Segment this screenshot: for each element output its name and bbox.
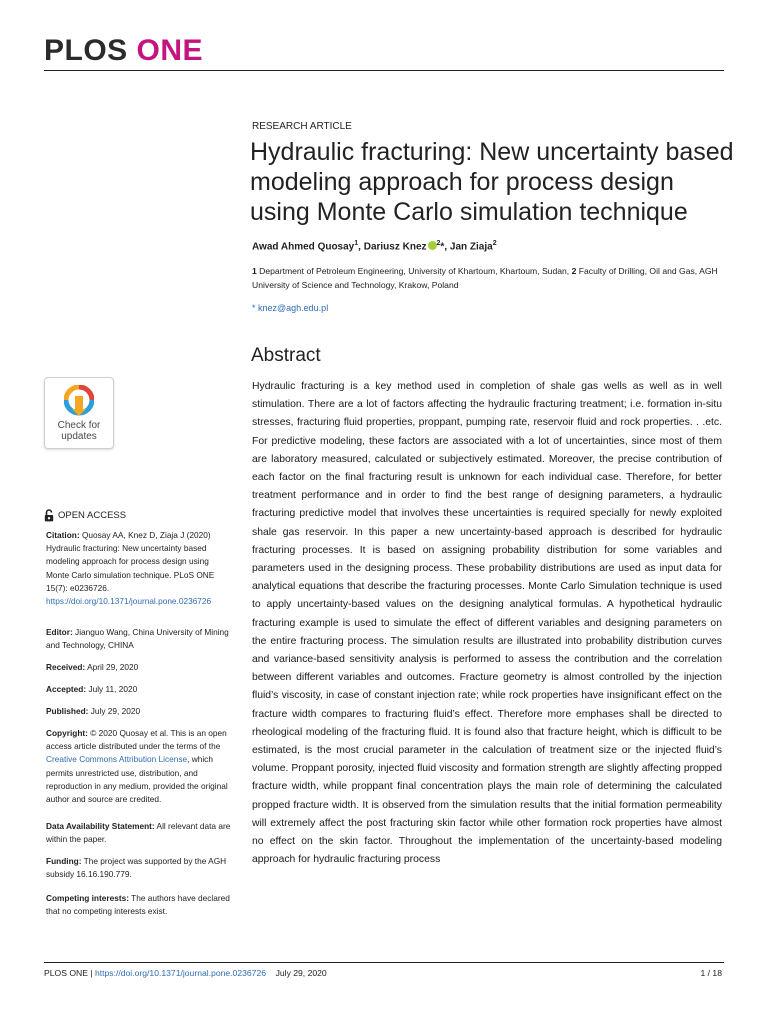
author-affil-sup: 2 xyxy=(436,240,441,247)
footer-doi-link[interactable]: https://doi.org/10.1371/journal.pone.0236726 xyxy=(94,968,267,978)
corresponding-mark: * xyxy=(440,241,445,253)
open-access-text: OPEN ACCESS xyxy=(58,510,127,521)
funding-label: Funding: xyxy=(46,856,82,866)
page-number: 1 / 18 xyxy=(700,968,722,978)
citation-block xyxy=(46,529,232,608)
footer-rule xyxy=(44,962,724,963)
received-text: April 29, 2020 xyxy=(87,662,139,672)
footer-journal: PLOS ONE | xyxy=(44,968,95,978)
affil-number: 1 xyxy=(252,266,257,276)
citation-doi-link[interactable]: https://doi.org/10.1371/journal.pone.0236726 xyxy=(46,596,212,607)
check-for-updates-badge[interactable] xyxy=(44,377,114,449)
data-availability-block xyxy=(46,820,232,846)
author-name[interactable]: Awad Ahmed Quosay xyxy=(252,241,355,253)
author-name[interactable]: Jan Ziaja xyxy=(449,241,493,253)
orcid-icon[interactable] xyxy=(428,241,437,250)
accepted-text: July 11, 2020 xyxy=(88,684,138,694)
received-block xyxy=(46,661,232,674)
competing-label: Competing interests: xyxy=(46,893,129,903)
license-link[interactable]: Creative Commons Attribution License xyxy=(46,754,188,765)
citation-text: Quosay AA, Knez D, Ziaja J (2020) Hydraulic fracturing: New uncertainty based modeling approach for process design using Monte Carlo simulation technique. PLoS ONE 15(7): e0236726. xyxy=(46,530,215,593)
author-list: Awad Ahmed Quosay$^1$, Dariusz Knez $^2$*, Jan Ziaja$^2$ xyxy=(252,240,497,253)
published-block xyxy=(46,705,232,718)
journal-logo xyxy=(44,34,203,68)
badge-line2: updates xyxy=(61,431,97,442)
page-footer xyxy=(44,968,327,978)
affiliations xyxy=(252,264,722,292)
competing-text: The authors have declared that no competing interests exist. xyxy=(46,893,230,917)
article-title: Hydraulic fracturing: New uncertainty based modeling approach for process design using Monte Carlo simulation technique xyxy=(250,138,734,226)
copyright-block xyxy=(46,727,232,806)
article-type: RESEARCH ARTICLE xyxy=(252,121,352,132)
citation-label: Citation: xyxy=(46,530,80,540)
copyright-text: © 2020 Quosay et al. This is an open access article distributed under the terms of the xyxy=(46,728,227,752)
accepted-label: Accepted: xyxy=(46,684,87,694)
badge-label xyxy=(45,420,113,442)
footer-date: July 29, 2020 xyxy=(275,968,327,978)
abstract-heading: Abstract xyxy=(251,345,321,366)
copyright-text-cont: , which permits unrestricted use, distribution, and reproduction in any medium, provided the original author and source are credited. xyxy=(46,754,228,805)
accepted-block xyxy=(46,683,232,696)
abstract-text: Hydraulic fracturing is a key method used in completion of shale gas wells as well as in well stimulation. There are a lot of factors affecting the hydraulic fracturing treatment; i.e. formation in-situ stresses, fracturing fluid properties, proppant, pumping rate, reservoir fluid and rock properties. . .etc. For predictive modeling, these factors are associated with a lot of uncertainties, since most of them are laboratory measured, calculated or subjectively estimated. Moreover, the precise contribution of each factor on the final fracturing result is unknown for each individual case. Therefore, for better treatment performance and in order to find the best range of designing parameters, a hydraulic fracturing predictive model that involves these uncertainties is required specially for newly exploited shale gas reservoir. In this paper a new uncertainty-based approach is described for hydraulic fracturing processes. It is based on assigning probability distribution for some variables and parameters used in the designing process. These probability distributions are used as input data for analytical equations that describe the fracturing processes. Monte Carlo Simulation technique is used to apply uncertainty-based values on the designing analytical formulas. A hypothetical hydraulic fracturing example is used to simulate the effect of different variables and designing parameters on the entire fracturing process. The simulation results are illustrated into probability distribution curves and variance-based sensitivity analysis is performed to assess the contribution and the correlation between different variables and outcomes. Fracture geometry is almost controlled by the injection fluid’s viscosity, in case of constant injection rate; while rock properties have insignificant effect on the fracture width compares to fracturing fluid’s effect. Therefore more emphases shall be directed to rheological modeling of the fracturing fluid. It is found also that fracture height, which is difficult to be estimated, is the most crucial parameter in the calculation of treatment size or the injected fluid’s volume. Proppant porosity, injected fluid viscosity and formation strength are slightly affecting propped fracture width, while proppant final concentration plays the main role of determining the calculated propped fracture width. It is observed from the simulation results that the initial formation permeability will extremely affect the post fracturing skin factor while other formation rock properties have almost no effect on the skin factor. Throughout the implementation of the uncertainty-based modeling approach for hydraulic fracturing process xyxy=(252,381,722,866)
affil-text: Department of Petroleum Engineering, University of Khartoum, Khartoum, Sudan, xyxy=(259,266,570,276)
badge-line1: Check for xyxy=(57,420,101,431)
author-name[interactable]: Dariusz Knez xyxy=(363,241,427,253)
open-lock-icon xyxy=(44,509,54,522)
received-label: Received: xyxy=(46,662,86,672)
correspondence-email[interactable]: * knez@agh.edu.pl xyxy=(252,303,329,313)
check-updates-icon xyxy=(64,385,94,417)
funding-block xyxy=(46,855,232,881)
logo-plos: PLOS xyxy=(44,34,128,67)
author-affil-sup: 1 xyxy=(354,240,359,247)
competing-interests-block xyxy=(46,892,232,918)
editor-text: Jianguo Wang, China University of Mining and Technology, CHINA xyxy=(46,627,229,651)
data-availability-text: All relevant data are within the paper. xyxy=(46,821,231,845)
editor-label: Editor: xyxy=(46,627,73,637)
header-rule xyxy=(44,70,724,71)
published-label: Published: xyxy=(46,706,89,716)
published-text: July 29, 2020 xyxy=(90,706,141,716)
author-affil-sup: 2 xyxy=(492,240,497,247)
affil-text: Faculty of Drilling, Oil and Gas, AGH University of Science and Technology, Krakow, Poland xyxy=(252,266,718,290)
affil-number: 2 xyxy=(571,266,577,276)
funding-text: The project was supported by the AGH subsidy 16.16.190.779. xyxy=(46,856,227,880)
editor-block xyxy=(46,626,232,652)
copyright-label: Copyright: xyxy=(46,728,88,738)
logo-one: ONE xyxy=(136,34,204,67)
data-availability-label: Data Availability Statement: xyxy=(46,821,155,831)
open-access-label xyxy=(44,509,126,522)
